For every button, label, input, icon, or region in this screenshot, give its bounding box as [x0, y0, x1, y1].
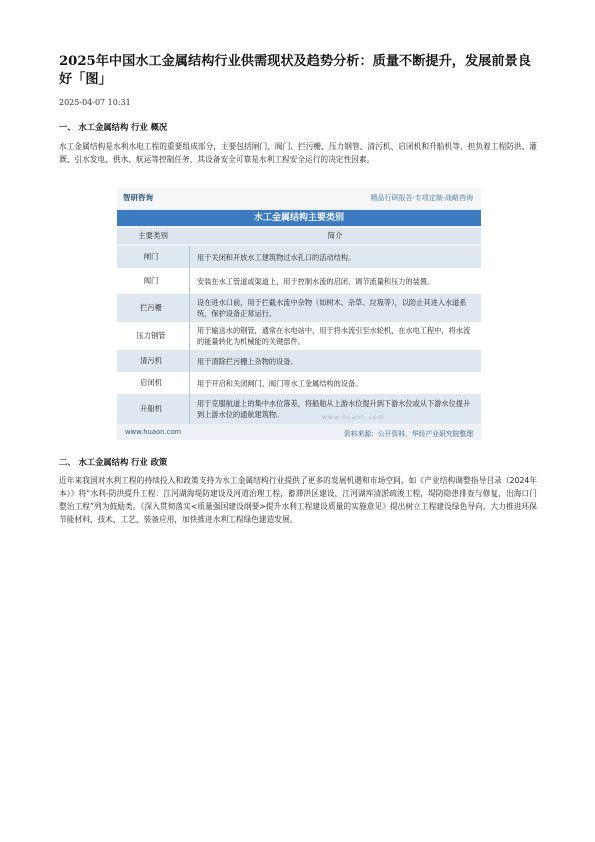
- figure-logo: 智研咨询: [123, 193, 153, 202]
- row-category: 阀门: [143, 276, 159, 285]
- table-row: [117, 394, 481, 424]
- column-category: 主要类别: [138, 231, 168, 240]
- row-description: 用于输送水的钢管，通常在水电站中，用于将水流引至水轮机，在水电工程中，将水流的能量转化为机械能的关键部件。: [197, 326, 471, 346]
- figure-header-strip: [117, 188, 481, 208]
- figure-watermark: www.huaon.com: [322, 414, 385, 421]
- category-table-figure: [117, 188, 481, 440]
- figure-title: 水工金属结构主要类别: [117, 210, 481, 226]
- row-category: 升船机: [140, 404, 162, 413]
- row-description: 用于清除拦污栅上杂物的设备。: [197, 356, 298, 366]
- figure-column-header: [117, 228, 481, 244]
- row-description: 用于关闭和开放水工建筑物过水孔口的活动结构。: [197, 252, 356, 262]
- overview-paragraph: 水工金属结构是水利水电工程的重要组成部分，主要包括闸门、阀门、拦污栅、压力钢管、清污机、启闭机和升船机等，担负着工程防洪、灌溉、引水发电、供水、航运等控制任务，其设备安全可靠是水利工程安全运行的决定性因素。: [59, 142, 537, 164]
- section-heading-overview: 一、 水工金属结构 行业 概况: [59, 122, 168, 132]
- row-description: 安装在水工管道或渠道上，用于控制水流的启闭、调节流量和压力的装置。: [197, 276, 435, 286]
- page-title: 2025年中国水工金属结构行业供需现状及趋势分析：质量不断提升，发展前景良好「图」: [59, 54, 531, 87]
- section-heading-policy: 二、 水工金属结构 行业 政策: [59, 457, 168, 467]
- row-description: 用于开启和关闭闸门、阀门等水工金属结构的设备。: [197, 378, 363, 388]
- publish-date: 2025-04-07 10:31: [59, 98, 131, 107]
- table-row: [117, 294, 481, 322]
- policy-paragraph: 近年来我国对水利工程的持续投入和政策支持为水工金属结构行业提供了更多的发展机遇和市场空间。如《产业结构调整指导目录（2024年本）》将“水利-防洪提升工程：江河湖海堤防建设及河道治理工程，蓄滞洪区建设，江河湖库清淤疏浚工程，堤防隐患排查与修复，出海口门整治工程”列为鼓励类。《深入贯彻落实<质量强国建设纲要>提升水利工程建设质量的实施意见》提出树立工程建设绿色导向，大力推进环保节能材料、技术、工艺、装备应用，加快推进水利工程绿色建造发展。: [59, 476, 537, 524]
- column-description: 简介: [327, 231, 343, 240]
- row-category: 清污机: [140, 356, 162, 365]
- table-row: [117, 322, 481, 350]
- row-category: 闸门: [143, 252, 159, 261]
- table-row: [117, 268, 481, 294]
- row-description: 用于克服航道上的集中水位落差，将船舶从上游水位提升到下游水位或从下游水位提升到上游水位的通航建筑物。: [197, 399, 471, 419]
- row-description: 设在进水口前，用于拦截水流中杂物（如树木、杂草、垃圾等），以防止其进入水道系统，保护设备正常运行。: [197, 298, 467, 318]
- row-category: 启闭机: [140, 378, 162, 387]
- table-row: [117, 372, 481, 394]
- row-category: 拦污栅: [140, 303, 162, 312]
- table-row: [117, 246, 481, 268]
- row-category: 压力钢管: [136, 331, 166, 340]
- table-row: [117, 350, 481, 372]
- figure-header-right: 精品行研报告·专项定制·战略咨询: [370, 194, 473, 202]
- figure-footer-url: www.huaon.com: [125, 428, 182, 436]
- figure-footer-source: 资料来源：公开资料，华经产业研究院整理: [343, 430, 473, 438]
